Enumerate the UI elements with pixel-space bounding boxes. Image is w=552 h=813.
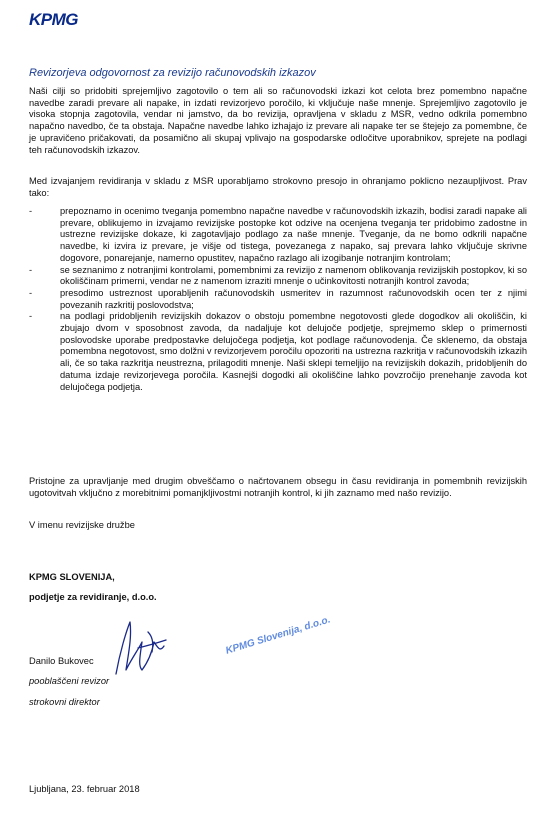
kpmg-logo: KPMG: [29, 10, 78, 29]
company-stamp: KPMG Slovenija, d.o.o.: [224, 614, 332, 657]
responsibility-list: [29, 206, 527, 393]
paragraph-objectives: Naši cilji so pridobiti sprejemljivo zagotovilo o tem ali so računovodski izkazi kot celota brez pomembno napačne navedbe zaradi prevare ali napake, in izdati revizorjevo poročilo, ki vključuje naše mnenje. Sprejemljivo zagotovilo je visoka stopnja zagotovila, vendar ni jamstvo, da bo revizija, opravljena v skladu z MSR, vedno odkrila pomembno napačno navedbo, če ta obstaja. Napačne navedbe lahko izhajajo iz prevare ali napake ter se štejejo za pomembne, če je upravičeno pričakovati, da posamično ali skupaj vplivajo na gospodarske odločitve uporabnikov, sprejete na podlagi teh računovodskih izkazov.: [29, 86, 527, 155]
list-item: - presodimo ustreznost uporabljenih računovodskih usmeritev in razumnost računovodskih ocen ter z njimi povezanih razkritij poslovodstva;: [29, 287, 527, 310]
list-item: - prepoznamo in ocenimo tveganja pomembno napačne navedbe v računovodskih izkazih, bodisi zaradi napake ali prevare, oblikujemo in izvajamo revizijske postopke kot odzive na ocenjena tveganja ter pridobimo zadostne in ustrezne revizijske dokaze, ki zagotavljajo podlago za naše mnenje. Tveganje, da ne bomo odkrili napačne navedbe, ki izvira iz prevare, je višje od tistega, povezanega z napako, saj prevara lahko vključuje skrivne dogovore, ponarejanje, namerno opustitev, napačno razlago ali izogibanje notranjim kontrolam;: [29, 206, 527, 263]
company-subtitle: podjetje za revidiranje, d.o.o.: [29, 592, 157, 602]
bullet-marker: -: [29, 311, 33, 322]
list-item: - se seznanimo z notranjimi kontrolami, pomembnimi za revizijo z namenom oblikovanja revizijskih postopkov, ki so okoliščinam primerni, vendar ne z namenom izraziti mnenje o učinkovitosti notranjih kontrol zavoda;: [29, 264, 527, 287]
list-item: - na podlagi pridobljenih revizijskih dokazov o obstoju pomembne negotovosti glede dogodkov ali okoliščin, ki zbujajo dvom v sposobnost zavoda, da nadaljuje kot delujoče podjetje, sprejmemo sklep o primernosti poslovodske uporabe predpostavke delujočega podjetja, kot podlage računovodenja. Če sklenemo, da obstaja pomembna negotovost, smo dolžni v revizorjevem poročilu opozoriti na ustrezna razkritja v računovodskih izkazih ali, če so taka razkritja neustrezna, prilagoditi mnenje. Naši sklepi temeljijo na revizijskih dokazih, pridobljenih do datuma izdaje revizorjevega poročila. Kasnejši dogodki ali okoliščine lahko povzročijo prenehanje zavoda kot delujočega podjetja.: [29, 311, 527, 392]
bullet-marker: -: [29, 264, 33, 275]
paragraph-governance: Pristojne za upravljanje med drugim obveščamo o načrtovanem obsegu in času revidiranja in pomembnih revizijskih ugotovitvah vključno z morebitnimi pomanjkljivostmi notranjih kontrol, ki jih zaznamo med našo revizijo.: [29, 476, 527, 498]
paragraph-intro: Med izvajanjem revidiranja v skladu z MSR uporabljamo strokovno presojo in ohranjamo poklicno nezaupljivost. Prav tako:: [29, 176, 527, 198]
bullet-marker: -: [29, 206, 33, 216]
signatory-name: Danilo Bukovec: [29, 656, 94, 666]
on-behalf-text: V imenu revizijske družbe: [29, 520, 135, 530]
signatory-role-1: pooblaščeni revizor: [29, 676, 110, 686]
place-and-date: Ljubljana, 23. februar 2018: [29, 784, 140, 794]
section-heading: Revizorjeva odgovornost za revizijo računovodskih izkazov: [29, 67, 316, 79]
company-name: KPMG SLOVENIJA,: [29, 572, 115, 582]
bullet-marker: -: [29, 287, 33, 298]
signature-image: [108, 612, 178, 682]
signatory-role-2: strokovni direktor: [29, 697, 100, 707]
